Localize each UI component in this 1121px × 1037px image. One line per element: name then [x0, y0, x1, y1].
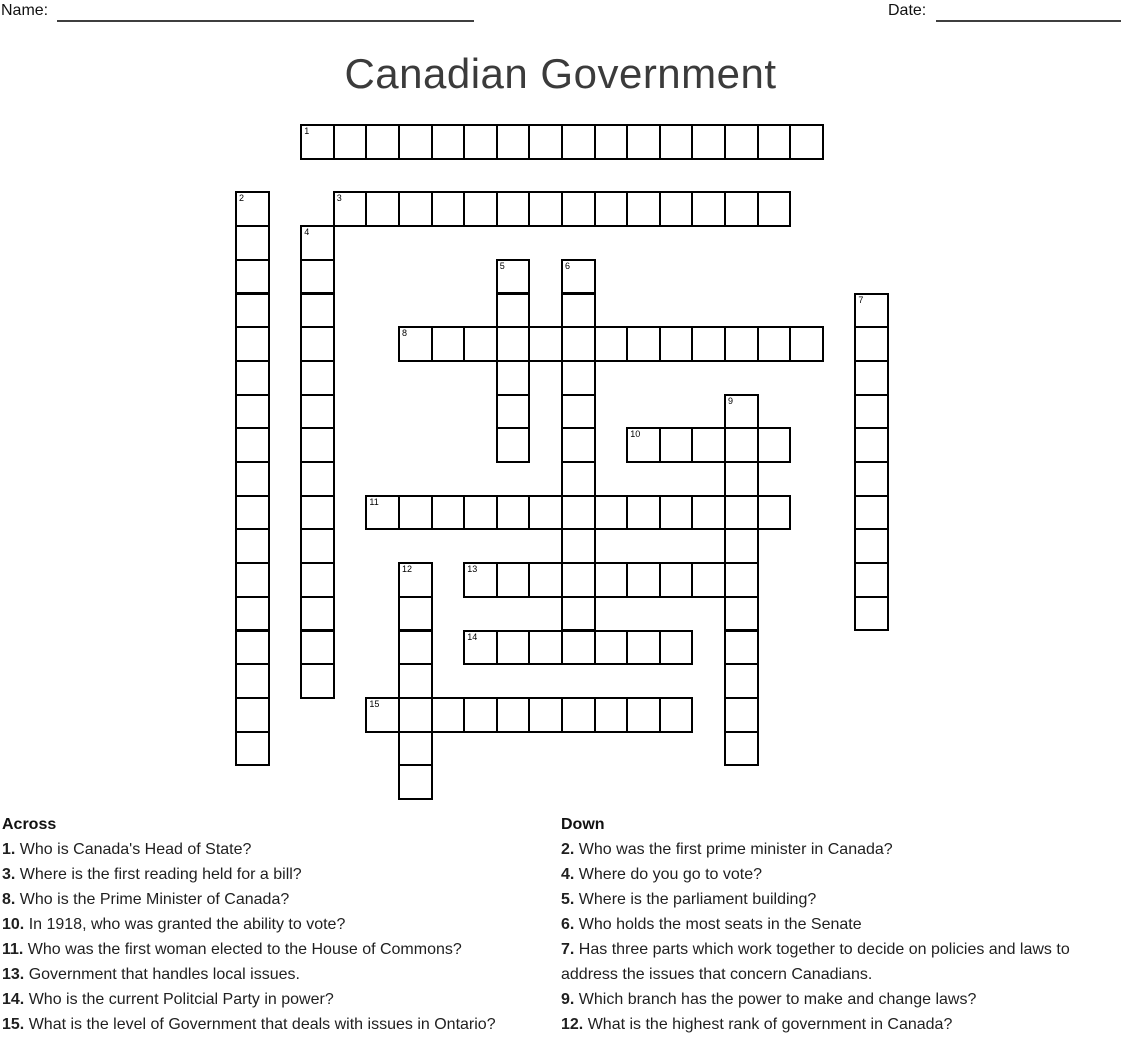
grid-cell[interactable] [594, 495, 629, 531]
grid-cell[interactable] [594, 697, 629, 733]
grid-cell[interactable] [594, 191, 629, 227]
grid-cell[interactable] [300, 326, 335, 362]
grid-cell[interactable] [724, 630, 759, 666]
grid-cell[interactable] [235, 360, 270, 396]
grid-cell[interactable] [496, 293, 531, 329]
cell-number: 15 [369, 698, 380, 709]
grid-cell[interactable] [300, 360, 335, 396]
grid-cell[interactable] [561, 293, 596, 329]
grid-cell[interactable] [691, 562, 726, 598]
page-title: Canadian Government [344, 50, 777, 97]
grid-cell[interactable] [757, 495, 792, 531]
name-label: Name: [1, 2, 49, 19]
grid-cell[interactable] [300, 663, 335, 699]
cell-number: 7 [858, 294, 864, 305]
grid-cell[interactable] [300, 225, 335, 261]
grid-cell[interactable] [333, 191, 368, 227]
grid-cell[interactable] [398, 764, 433, 800]
cell-number: 8 [402, 328, 408, 339]
cell-number: 3 [336, 193, 342, 204]
grid-cell[interactable] [398, 124, 433, 160]
cell-number: 10 [630, 429, 641, 440]
clue-item: 14. Who is the current Politcial Party in power? [2, 991, 334, 1008]
grid-cell[interactable] [300, 562, 335, 598]
grid-cell[interactable] [300, 394, 335, 430]
cell-number: 12 [402, 564, 413, 575]
down-clue-list [561, 837, 1086, 1037]
grid-cell[interactable] [659, 495, 694, 531]
clue-item: 12. What is the highest rank of government in Canada? [561, 1016, 953, 1033]
grid-cell[interactable] [496, 562, 531, 598]
grid-cell[interactable] [431, 191, 466, 227]
cell-number: 14 [467, 631, 478, 642]
grid-cell[interactable] [854, 394, 889, 430]
grid-cell[interactable] [463, 697, 498, 733]
grid-cell[interactable] [365, 124, 400, 160]
cell-number: 4 [304, 227, 310, 238]
grid-cell[interactable] [757, 326, 792, 362]
grid-cell[interactable] [854, 461, 889, 497]
grid-cell[interactable] [528, 191, 563, 227]
grid-cell[interactable] [235, 630, 270, 666]
grid-cell[interactable] [789, 326, 824, 362]
grid-cell[interactable] [235, 326, 270, 362]
grid-cell[interactable] [496, 427, 531, 463]
grid-cell[interactable] [398, 191, 433, 227]
grid-cell[interactable] [757, 191, 792, 227]
grid-cell[interactable] [235, 191, 270, 227]
grid-cell[interactable] [496, 124, 531, 160]
cell-number: 11 [369, 496, 379, 507]
grid-cell[interactable] [528, 326, 563, 362]
grid-cell[interactable] [854, 427, 889, 463]
grid-cell[interactable] [463, 191, 498, 227]
grid-cell[interactable] [235, 293, 270, 329]
grid-cell[interactable] [626, 495, 661, 531]
clue-item: 7. Has three parts which work together to decide on policies and laws to address the issues that concern Canadians. [561, 941, 1070, 983]
grid-cell[interactable] [789, 124, 824, 160]
grid-cell[interactable] [496, 326, 531, 362]
grid-cell[interactable] [626, 427, 661, 463]
grid-cell[interactable] [561, 427, 596, 463]
grid-cell[interactable] [659, 697, 694, 733]
grid-cell[interactable] [300, 259, 335, 295]
grid-cell[interactable] [365, 697, 400, 733]
grid-cell[interactable] [626, 697, 661, 733]
across-clues-section [2, 812, 562, 1037]
grid-cell[interactable] [561, 394, 596, 430]
grid-cell[interactable] [235, 562, 270, 598]
grid-cell[interactable] [757, 427, 792, 463]
grid-cell[interactable] [561, 528, 596, 564]
grid-cell[interactable] [854, 596, 889, 632]
down-clues-section [561, 812, 1086, 1037]
grid-cell[interactable] [463, 495, 498, 531]
cell-number: 6 [565, 260, 571, 271]
grid-cell[interactable] [724, 427, 759, 463]
grid-cell[interactable] [724, 562, 759, 598]
grid-cell[interactable] [594, 326, 629, 362]
grid-cell[interactable] [300, 630, 335, 666]
grid-cell[interactable] [398, 663, 433, 699]
grid-cell[interactable] [431, 326, 466, 362]
grid-cell[interactable] [528, 124, 563, 160]
grid-cell[interactable] [235, 663, 270, 699]
grid-cell[interactable] [561, 461, 596, 497]
grid-cell[interactable] [561, 630, 596, 666]
grid-cell[interactable] [463, 124, 498, 160]
grid-cell[interactable] [561, 495, 596, 531]
grid-cell[interactable] [561, 596, 596, 632]
grid-cell[interactable] [496, 394, 531, 430]
grid-cell[interactable] [724, 495, 759, 531]
grid-cell[interactable] [496, 630, 531, 666]
grid-cell[interactable] [300, 293, 335, 329]
grid-cell[interactable] [235, 225, 270, 261]
cell-number: 5 [499, 260, 505, 271]
clue-item: 10. In 1918, who was granted the ability to vote? [2, 916, 346, 933]
clue-item: 3. Where is the first reading held for a bill? [2, 866, 302, 883]
grid-cell[interactable] [398, 495, 433, 531]
grid-cell[interactable] [659, 562, 694, 598]
clue-item: 5. Where is the parliament building? [561, 891, 817, 908]
grid-cell[interactable] [235, 427, 270, 463]
grid-cell[interactable] [594, 562, 629, 598]
grid-cell[interactable] [496, 259, 531, 295]
date-label: Date: [888, 2, 927, 19]
grid-cell[interactable] [724, 326, 759, 362]
grid-cell[interactable] [398, 697, 433, 733]
grid-cell[interactable] [659, 191, 694, 227]
clue-item: 8. Who is the Prime Minister of Canada? [2, 891, 290, 908]
grid-cell[interactable] [300, 461, 335, 497]
grid-cell[interactable] [528, 562, 563, 598]
grid-cell[interactable] [561, 191, 596, 227]
grid-cell[interactable] [724, 124, 759, 160]
clue-item: 2. Who was the first prime minister in Canada? [561, 841, 893, 858]
grid-cell[interactable] [594, 124, 629, 160]
grid-cell[interactable] [561, 326, 596, 362]
cell-number: 9 [728, 395, 734, 406]
grid-cell[interactable] [496, 495, 531, 531]
grid-cell[interactable] [561, 259, 596, 295]
clue-item: 15. What is the level of Government that deals with issues in Ontario? [2, 1016, 496, 1033]
grid-cell[interactable] [659, 124, 694, 160]
grid-cell[interactable] [398, 731, 433, 767]
grid-cell[interactable] [594, 630, 629, 666]
grid-cell[interactable] [724, 191, 759, 227]
grid-cell[interactable] [691, 124, 726, 160]
cell-number: 13 [467, 564, 478, 575]
grid-cell[interactable] [561, 562, 596, 598]
grid-cell[interactable] [854, 293, 889, 329]
grid-cell[interactable] [691, 191, 726, 227]
name-blank-line [57, 1, 474, 22]
across-clue-list [2, 837, 562, 1037]
clue-item: 1. Who is Canada's Head of State? [2, 841, 252, 858]
grid-cell[interactable] [496, 697, 531, 733]
grid-cell[interactable] [724, 663, 759, 699]
grid-cell[interactable] [561, 124, 596, 160]
cell-number: 2 [239, 193, 245, 204]
down-header: Down [561, 816, 605, 833]
grid-cell[interactable] [235, 697, 270, 733]
grid-cell[interactable] [431, 697, 466, 733]
grid-cell[interactable] [235, 596, 270, 632]
grid-cell[interactable] [757, 124, 792, 160]
grid-cell[interactable] [626, 562, 661, 598]
grid-cell[interactable] [463, 562, 498, 598]
across-header: Across [2, 816, 57, 833]
grid-cell[interactable] [561, 360, 596, 396]
grid-cell[interactable] [300, 528, 335, 564]
grid-cell[interactable] [496, 191, 531, 227]
clue-item: 9. Which branch has the power to make and change laws? [561, 991, 977, 1008]
grid-cell[interactable] [300, 495, 335, 531]
clue-item: 11. Who was the first woman elected to the House of Commons? [2, 941, 462, 958]
grid-cell[interactable] [235, 528, 270, 564]
grid-cell[interactable] [626, 191, 661, 227]
grid-cell[interactable] [365, 191, 400, 227]
grid-cell[interactable] [528, 630, 563, 666]
grid-cell[interactable] [300, 427, 335, 463]
grid-cell[interactable] [854, 562, 889, 598]
grid-cell[interactable] [300, 596, 335, 632]
grid-cell[interactable] [561, 697, 596, 733]
grid-cell[interactable] [626, 124, 661, 160]
grid-cell[interactable] [496, 360, 531, 396]
grid-cell[interactable] [724, 394, 759, 430]
grid-cell[interactable] [235, 394, 270, 430]
grid-cell[interactable] [235, 461, 270, 497]
grid-cell[interactable] [235, 495, 270, 531]
grid-cell[interactable] [691, 326, 726, 362]
grid-cell[interactable] [365, 495, 400, 531]
grid-cell[interactable] [659, 427, 694, 463]
grid-cell[interactable] [626, 326, 661, 362]
grid-cell[interactable] [398, 596, 433, 632]
grid-cell[interactable] [333, 124, 368, 160]
grid-cell[interactable] [854, 326, 889, 362]
cell-number: 1 [304, 126, 310, 136]
grid-cell[interactable] [398, 630, 433, 666]
grid-cell[interactable] [724, 528, 759, 564]
grid-cell[interactable] [398, 562, 433, 598]
clue-item: 13. Government that handles local issues. [2, 966, 300, 983]
grid-cell[interactable] [724, 697, 759, 733]
clue-item: 4. Where do you go to vote? [561, 866, 763, 883]
grid-cell[interactable] [528, 697, 563, 733]
grid-cell[interactable] [691, 495, 726, 531]
grid-cell[interactable] [431, 124, 466, 160]
grid-cell[interactable] [854, 528, 889, 564]
grid-cell[interactable] [724, 731, 759, 767]
clue-item: 6. Who holds the most seats in the Senate [561, 916, 862, 933]
grid-cell[interactable] [854, 495, 889, 531]
grid-cell[interactable] [463, 326, 498, 362]
grid-cell[interactable] [463, 630, 498, 666]
grid-cell[interactable] [854, 360, 889, 396]
grid-cell[interactable] [659, 630, 694, 666]
grid-cell[interactable] [431, 495, 466, 531]
grid-cell[interactable] [300, 124, 335, 160]
grid-cell[interactable] [528, 495, 563, 531]
grid-cell[interactable] [235, 731, 270, 767]
grid-cell[interactable] [626, 630, 661, 666]
grid-cell[interactable] [659, 326, 694, 362]
grid-cell[interactable] [691, 427, 726, 463]
grid-cell[interactable] [724, 461, 759, 497]
date-blank-line [936, 1, 1121, 22]
grid-cell[interactable] [235, 259, 270, 295]
grid-cell[interactable] [398, 326, 433, 362]
grid-cell[interactable] [724, 596, 759, 632]
crossword-grid [235, 124, 889, 800]
